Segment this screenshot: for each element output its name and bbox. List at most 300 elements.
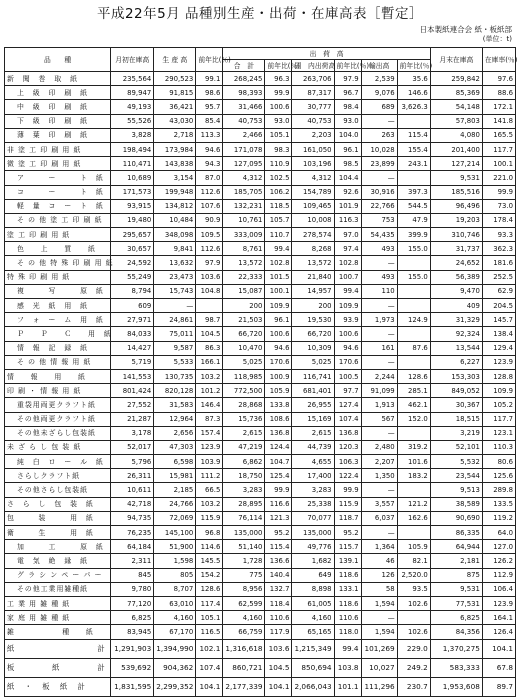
cell-value: 103.2: [196, 497, 223, 511]
cell-value: 493: [361, 242, 397, 256]
cell-value: 119.2: [482, 511, 515, 525]
row-label: 上 級 印 刷 紙: [5, 86, 111, 100]
cell-value: 104.1: [482, 639, 515, 658]
cell-value: 181.6: [482, 256, 515, 270]
cell-value: 1,594: [361, 625, 397, 639]
cell-value: 30,657: [111, 242, 154, 256]
cell-value: 146.4: [196, 398, 223, 412]
row-label: 下 級 印 刷 紙: [5, 114, 111, 128]
cell-value: 170.6: [334, 355, 361, 369]
cell-value: 55,526: [111, 114, 154, 128]
table-row: [5, 540, 516, 554]
row-label: 電 気 絶 縁 紙: [5, 554, 111, 568]
cell-value: 9,531: [430, 582, 482, 596]
header-production: 生 産 高: [154, 48, 196, 72]
cell-value: 24,766: [154, 497, 196, 511]
cell-value: 94.6: [334, 341, 361, 355]
cell-value: 57,803: [430, 114, 482, 128]
cell-value: 310,746: [430, 228, 482, 242]
cell-value: 85,369: [430, 86, 482, 100]
cell-value: 289.8: [482, 483, 515, 497]
table-row: [5, 72, 516, 86]
cell-value: 161: [361, 341, 397, 355]
cell-value: 171,573: [111, 185, 154, 199]
cell-value: 100.6: [265, 100, 292, 114]
cell-value: 63,010: [154, 596, 196, 610]
cell-value: 118.6: [334, 568, 361, 582]
cell-value: 775: [223, 568, 265, 582]
cell-value: 19,203: [430, 213, 482, 227]
cell-value: 544.5: [397, 199, 430, 213]
table-row: [5, 100, 516, 114]
cell-value: —: [361, 611, 397, 625]
cell-value: 92,324: [430, 327, 482, 341]
cell-value: 86,335: [430, 526, 482, 540]
cell-value: 95.2: [334, 526, 361, 540]
cell-value: 3,828: [111, 128, 154, 142]
cell-value: 18,515: [430, 412, 482, 426]
cell-value: 399.9: [397, 228, 430, 242]
table-row: [5, 483, 516, 497]
cell-value: 2,656: [154, 426, 196, 440]
cell-value: 348,098: [154, 228, 196, 242]
cell-value: 24,592: [111, 256, 154, 270]
header-domestic-yoy: 前年比(％): [334, 60, 361, 72]
cell-value: 66,759: [223, 625, 265, 639]
cell-value: 102.8: [334, 256, 361, 270]
cell-value: 24,861: [154, 313, 196, 327]
cell-value: 2,718: [154, 128, 196, 142]
cell-value: 10,689: [111, 171, 154, 185]
cell-value: 115.9: [196, 511, 223, 525]
cell-value: 66,720: [223, 327, 265, 341]
cell-value: 3,626.3: [397, 100, 430, 114]
cell-value: 99.4: [334, 284, 361, 298]
cell-value: 171,078: [223, 142, 265, 156]
cell-value: 609: [111, 299, 154, 313]
cell-value: 6,825: [430, 611, 482, 625]
cell-value: 56,389: [430, 270, 482, 284]
table-row: [5, 313, 516, 327]
cell-value: —: [361, 426, 397, 440]
table-row: [5, 270, 516, 284]
cell-value: 397.3: [397, 185, 430, 199]
row-label: そ の 他 特 殊 印 刷 用 紙: [5, 256, 111, 270]
cell-value: 201,400: [430, 142, 482, 156]
cell-value: 100.6: [334, 327, 361, 341]
row-label: 紙 計: [5, 639, 111, 658]
cell-value: 8,898: [292, 582, 334, 596]
row-label: 感 光 紙 用 紙: [5, 299, 111, 313]
cell-value: 101.9: [334, 199, 361, 213]
cell-value: 200: [223, 299, 265, 313]
cell-value: 5,533: [154, 355, 196, 369]
cell-value: 157.4: [196, 426, 223, 440]
cell-value: 100.9: [265, 369, 292, 383]
cell-value: 689: [361, 100, 397, 114]
cell-value: 649: [292, 568, 334, 582]
row-label: その他工業用雑種紙: [5, 582, 111, 596]
cell-value: 109.9: [334, 299, 361, 313]
cell-value: 125.4: [265, 469, 292, 483]
cell-value: 9,587: [154, 341, 196, 355]
cell-value: 94.6: [265, 341, 292, 355]
cell-value: 5,025: [223, 355, 265, 369]
table-row: [5, 412, 516, 426]
row-label: ア ー ト 紙: [5, 171, 111, 185]
cell-value: —: [361, 526, 397, 540]
cell-value: 4,160: [223, 611, 265, 625]
cell-value: 102.8: [265, 256, 292, 270]
cell-value: 98.3: [265, 142, 292, 156]
cell-value: 14,957: [292, 284, 334, 298]
cell-value: 104.8: [196, 284, 223, 298]
row-label: さらしクラフト紙: [5, 469, 111, 483]
cell-value: 30,777: [292, 100, 334, 114]
cell-value: 72,069: [154, 511, 196, 525]
cell-value: 28,895: [223, 497, 265, 511]
cell-value: 154,789: [292, 185, 334, 199]
header-production-yoy: 前年比(％): [196, 48, 223, 72]
table-row: [5, 511, 516, 525]
cell-value: 103.8: [334, 658, 361, 677]
table-row: [5, 185, 516, 199]
cell-value: 31,583: [154, 398, 196, 412]
row-label: 純 白 ロ ー ル 紙: [5, 455, 111, 469]
cell-value: 1,728: [223, 554, 265, 568]
row-label: 情 報 記 録 紙: [5, 341, 111, 355]
page-title: 平成22年5月 品種別生産・出荷・在庫高表［暫定］: [96, 6, 424, 22]
cell-value: 110.3: [482, 440, 515, 454]
cell-value: 92.6: [334, 185, 361, 199]
cell-value: 134,812: [154, 199, 196, 213]
cell-value: 141,553: [111, 369, 154, 383]
cell-value: 102.5: [265, 171, 292, 185]
cell-value: 1,831,595: [111, 677, 154, 696]
cell-value: 99.4: [334, 639, 361, 658]
cell-value: 229.0: [397, 639, 430, 658]
cell-value: 47,219: [223, 440, 265, 454]
cell-value: 753: [361, 213, 397, 227]
cell-value: 10,309: [292, 341, 334, 355]
cell-value: 681,401: [292, 384, 334, 398]
cell-value: 875: [430, 568, 482, 582]
cell-value: 8,794: [111, 284, 154, 298]
cell-value: 198,494: [111, 142, 154, 156]
row-label: 紙 ・ 板 紙 計: [5, 677, 111, 696]
cell-value: 102.6: [397, 596, 430, 610]
cell-value: 15,736: [223, 412, 265, 426]
row-label: グ ラ シ ン ペ ー パ ー: [5, 568, 111, 582]
cell-value: 136.8: [334, 426, 361, 440]
cell-value: 583,333: [430, 658, 482, 677]
cell-value: 111.2: [196, 469, 223, 483]
cell-value: —: [361, 327, 397, 341]
cell-value: 87.6: [397, 341, 430, 355]
cell-value: 116.6: [265, 497, 292, 511]
cell-value: 93.0: [265, 114, 292, 128]
cell-value: 96.7: [334, 86, 361, 100]
header-export-yoy: 前年比(％): [397, 60, 430, 72]
cell-value: 295,657: [111, 228, 154, 242]
cell-value: 161,050: [292, 142, 334, 156]
row-label: 加 工 原 紙: [5, 540, 111, 554]
cell-value: 75,011: [154, 327, 196, 341]
row-label: そ の 他 情 報 用 紙: [5, 355, 111, 369]
cell-value: 13,544: [430, 341, 482, 355]
cell-value: 278,574: [292, 228, 334, 242]
cell-value: 110.9: [265, 157, 292, 171]
cell-value: 21,840: [292, 270, 334, 284]
cell-value: 333,009: [223, 228, 265, 242]
cell-value: 118.0: [334, 625, 361, 639]
cell-value: 6,825: [111, 611, 154, 625]
cell-value: 103,196: [292, 157, 334, 171]
cell-value: 27,552: [111, 398, 154, 412]
cell-value: 243.1: [397, 157, 430, 171]
cell-value: 164.1: [482, 611, 515, 625]
cell-value: 55,249: [111, 270, 154, 284]
cell-value: 101,269: [361, 639, 397, 658]
cell-value: 104.4: [334, 171, 361, 185]
cell-value: 3,557: [361, 497, 397, 511]
cell-value: 845: [111, 568, 154, 582]
header-prev-stock: 月初在庫高: [111, 48, 154, 72]
cell-value: 123.9: [482, 355, 515, 369]
cell-value: 849,052: [430, 384, 482, 398]
cell-value: 93.5: [397, 582, 430, 596]
cell-value: 67.8: [482, 658, 515, 677]
cell-value: 2,299,352: [154, 677, 196, 696]
table-row: [5, 142, 516, 156]
cell-value: 109,465: [292, 199, 334, 213]
cell-value: 15,743: [154, 284, 196, 298]
table-row: [5, 398, 516, 412]
cell-value: [397, 426, 430, 440]
cell-value: [397, 299, 430, 313]
cell-value: 96.1: [334, 142, 361, 156]
cell-value: 99.9: [265, 483, 292, 497]
cell-value: 133.1: [334, 582, 361, 596]
cell-value: 118,985: [223, 369, 265, 383]
cell-value: 132,231: [223, 199, 265, 213]
cell-value: 13,632: [154, 256, 196, 270]
cell-value: 54,435: [361, 228, 397, 242]
cell-value: 263,706: [292, 72, 334, 86]
cell-value: 2,185: [154, 483, 196, 497]
cell-value: 135,000: [292, 526, 334, 540]
cell-value: 66,720: [292, 327, 334, 341]
cell-value: 154.2: [196, 568, 223, 582]
cell-value: 21,503: [223, 313, 265, 327]
cell-value: 493: [361, 270, 397, 284]
cell-value: 127,095: [223, 157, 265, 171]
cell-value: 96.8: [196, 526, 223, 540]
cell-value: [397, 483, 430, 497]
row-label: 薄 葉 印 刷 紙: [5, 128, 111, 142]
cell-value: 285.1: [397, 384, 430, 398]
cell-value: 117.9: [265, 625, 292, 639]
cell-value: —: [154, 299, 196, 313]
cell-value: 103.2: [196, 369, 223, 383]
cell-value: —: [361, 171, 397, 185]
cell-value: 100.7: [334, 270, 361, 284]
cell-value: 38,589: [430, 497, 482, 511]
cell-value: 118.7: [334, 511, 361, 525]
cell-value: 40,753: [292, 114, 334, 128]
cell-value: 8,268: [292, 242, 334, 256]
cell-value: 221.0: [482, 171, 515, 185]
cell-value: 155.0: [397, 270, 430, 284]
cell-value: 104.1: [265, 677, 292, 696]
cell-value: [397, 256, 430, 270]
cell-value: 185,516: [430, 185, 482, 199]
cell-value: 133.8: [265, 398, 292, 412]
cell-value: 47.9: [397, 213, 430, 227]
cell-value: 132.7: [265, 582, 292, 596]
cell-value: 101.2: [196, 384, 223, 398]
cell-value: 54,148: [430, 100, 482, 114]
header-total: 合 計: [223, 60, 265, 72]
cell-value: 25,338: [292, 497, 334, 511]
table-row: [5, 213, 516, 227]
table-row: [5, 355, 516, 369]
cell-value: 21,287: [111, 412, 154, 426]
row-label: 雑 種 紙: [5, 625, 111, 639]
cell-value: 93,915: [111, 199, 154, 213]
cell-value: 93.3: [482, 228, 515, 242]
cell-value: 133.5: [482, 497, 515, 511]
cell-value: 110,471: [111, 157, 154, 171]
cell-value: 1,953,608: [430, 677, 482, 696]
table-row: [5, 625, 516, 639]
cell-value: 5,532: [430, 455, 482, 469]
table-row: [5, 596, 516, 610]
cell-value: 146.6: [397, 86, 430, 100]
cell-value: 97.9: [334, 72, 361, 86]
cell-value: 110.6: [334, 611, 361, 625]
cell-value: 10,028: [361, 142, 397, 156]
cell-value: 98,393: [223, 86, 265, 100]
cell-value: 10,761: [223, 213, 265, 227]
cell-value: 42,718: [111, 497, 154, 511]
cell-value: 14,427: [111, 341, 154, 355]
cell-value: 104.7: [265, 455, 292, 469]
cell-value: —: [361, 483, 397, 497]
cell-value: 96.3: [265, 72, 292, 86]
cell-value: 1,215,349: [292, 639, 334, 658]
cell-value: 97.7: [334, 384, 361, 398]
cell-value: 99.1: [196, 72, 223, 86]
cell-value: 43,030: [154, 114, 196, 128]
cell-value: 62.9: [482, 284, 515, 298]
cell-value: 129.4: [482, 341, 515, 355]
cell-value: 17,400: [292, 469, 334, 483]
cell-value: 121.3: [265, 511, 292, 525]
source-label: 日本製紙連合会 紙・板紙部: [419, 25, 512, 34]
cell-value: 860,721: [223, 658, 265, 677]
cell-value: 8,956: [223, 582, 265, 596]
cell-value: 19,480: [111, 213, 154, 227]
cell-value: 23,899: [361, 157, 397, 171]
cell-value: 95.7: [196, 100, 223, 114]
cell-value: 114.6: [196, 540, 223, 554]
cell-value: 10,027: [361, 658, 397, 677]
cell-value: 22,333: [223, 270, 265, 284]
cell-value: 1,973: [361, 313, 397, 327]
cell-value: 6,227: [430, 355, 482, 369]
cell-value: 107.4: [334, 412, 361, 426]
cell-value: 18,750: [223, 469, 265, 483]
cell-value: 116,741: [292, 369, 334, 383]
cell-value: 15,981: [154, 469, 196, 483]
cell-value: 108.6: [265, 412, 292, 426]
table-row: [5, 426, 516, 440]
cell-value: 4,312: [292, 171, 334, 185]
row-label: その他未ざらし包装紙: [5, 426, 111, 440]
cell-value: 9,841: [154, 242, 196, 256]
table-row: [5, 327, 516, 341]
cell-value: 118.6: [334, 596, 361, 610]
cell-value: 5,025: [292, 355, 334, 369]
cell-value: 104.5: [196, 327, 223, 341]
cell-value: 4,655: [292, 455, 334, 469]
table-body: [5, 72, 516, 697]
cell-value: 165.5: [482, 128, 515, 142]
cell-value: 100.6: [265, 327, 292, 341]
cell-value: 170.6: [265, 355, 292, 369]
cell-value: 104.1: [196, 677, 223, 696]
cell-value: 120.3: [334, 440, 361, 454]
cell-value: 2,311: [111, 554, 154, 568]
cell-value: 118.5: [265, 199, 292, 213]
cell-value: 110.6: [265, 611, 292, 625]
cell-value: 1,370,275: [430, 639, 482, 658]
cell-value: 121.2: [397, 497, 430, 511]
cell-value: 89,947: [111, 86, 154, 100]
row-label: その他さらし包装紙: [5, 483, 111, 497]
cell-value: —: [361, 256, 397, 270]
cell-value: 801,424: [111, 384, 154, 398]
cell-value: 82.1: [397, 554, 430, 568]
row-label: 軽 量 コ ー ト 紙: [5, 199, 111, 213]
cell-value: 76,235: [111, 526, 154, 540]
cell-value: [397, 526, 430, 540]
cell-value: [397, 284, 430, 298]
row-label: さ ら し 包 装 紙: [5, 497, 111, 511]
cell-value: 115.4: [397, 128, 430, 142]
table-row: [5, 369, 516, 383]
cell-value: 93.9: [334, 313, 361, 327]
cell-value: 145.5: [196, 554, 223, 568]
cell-value: 105.1: [196, 611, 223, 625]
cell-value: 110: [361, 284, 397, 298]
cell-value: 1,291,903: [111, 639, 154, 658]
cell-value: 62,599: [223, 596, 265, 610]
cell-value: 4,160: [154, 611, 196, 625]
cell-value: 105.7: [265, 213, 292, 227]
cell-value: 31,329: [430, 313, 482, 327]
unit-label: (単位：t): [482, 35, 512, 43]
cell-value: 109.9: [482, 384, 515, 398]
cell-value: 127,214: [430, 157, 482, 171]
cell-value: 138.4: [482, 327, 515, 341]
cell-value: 90,690: [430, 511, 482, 525]
cell-value: 61,005: [292, 596, 334, 610]
cell-value: 126.2: [482, 554, 515, 568]
cell-value: 10,470: [223, 341, 265, 355]
cell-value: 103.6: [265, 639, 292, 658]
